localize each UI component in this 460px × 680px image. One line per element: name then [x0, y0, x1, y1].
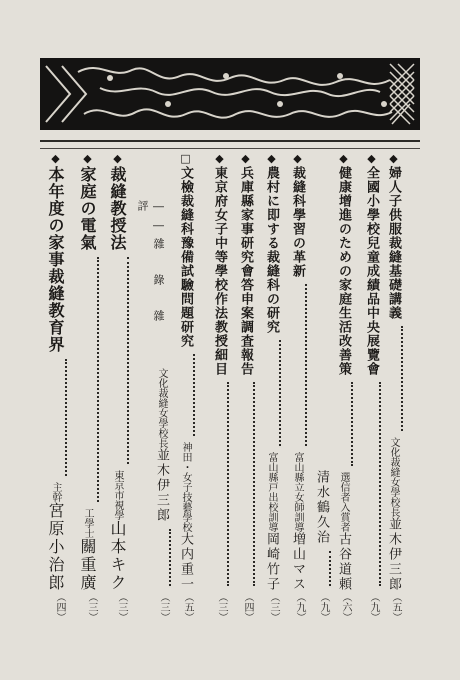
divider-rule [40, 148, 420, 149]
diamond-marker-icon: ◆ [365, 152, 378, 166]
page-number: （四） [54, 592, 65, 622]
page-number: （三） [268, 592, 279, 622]
author-name: 岡崎竹子 [264, 532, 279, 592]
diamond-marker-icon: ◆ [239, 152, 252, 166]
toc-entry [312, 470, 331, 622]
page-number: （六） [340, 592, 351, 622]
section-heading: ――雜 錄 雜 評 [136, 200, 165, 327]
entry-title: ◆家庭の電氣 [78, 152, 97, 251]
page-number: （三） [116, 592, 127, 622]
author-affiliation: 主幹 [50, 482, 61, 502]
author-name: 清水鶴久治 [314, 470, 329, 545]
author-affiliation: 文化裁縫女學校長 [388, 437, 399, 517]
page-number: （三） [158, 592, 169, 622]
toc-entry [152, 368, 171, 622]
leader-dots [379, 382, 381, 586]
leader-dots [329, 551, 331, 586]
leader-dots [351, 382, 353, 466]
author-affiliation: 神田・女子技藝學校 [180, 442, 191, 532]
entry-title: ◆婦人子供服裁縫基礎講義 [386, 152, 401, 320]
diamond-marker-icon: ◆ [337, 152, 350, 166]
entry-title: ◆本年度の家事裁縫教育界 [46, 152, 65, 353]
toc-entry [236, 152, 255, 622]
author-name: 山本キク [108, 520, 127, 592]
author-name: 古谷道頼 [336, 532, 351, 592]
page-number: （九） [318, 592, 329, 622]
leader-dots [227, 382, 229, 586]
author-affiliation: 富山縣立女師訓導 [292, 452, 303, 532]
toc-entry [288, 152, 307, 622]
diamond-marker-icon: ◆ [213, 152, 226, 166]
diamond-marker-icon: ◆ [49, 152, 62, 166]
page-number: （四） [242, 592, 253, 622]
author-affiliation: 選信者入賞者 [338, 472, 349, 532]
entry-title: ◆東京府女子中等學校作法教授細目 [212, 152, 227, 376]
top-rule [40, 140, 420, 142]
leader-dots [305, 284, 307, 446]
toc-entry [384, 152, 403, 622]
ornamental-pattern [40, 58, 420, 130]
leader-dots [97, 257, 99, 502]
author-name: 宮原小治郎 [46, 502, 65, 592]
diamond-marker-icon: ◆ [387, 152, 400, 166]
page-number: （三） [216, 592, 227, 622]
section-heading-misc [134, 200, 166, 350]
author-affiliation: 文化裁縫女學校長 [156, 368, 167, 448]
entry-title: ◆裁縫教授法 [108, 152, 127, 251]
leader-dots [401, 326, 403, 431]
entry-title: ◆裁縫科學習の革新 [290, 152, 305, 278]
entry-title: □文檢裁縫科豫備試驗問題研究 [178, 152, 193, 348]
entry-title: ◆兵庫縣家事研究會答申案調査報告 [238, 152, 253, 376]
author-name: 大内重一 [178, 532, 193, 592]
author-name: 並木伊三郎 [386, 517, 401, 592]
author-affiliation: 工學士 [82, 508, 93, 538]
page-number: （九） [294, 592, 305, 622]
leader-dots [279, 340, 281, 446]
leader-dots [169, 529, 171, 586]
page-number: （五） [182, 592, 193, 622]
leader-dots [253, 382, 255, 586]
toc-entry [362, 152, 381, 622]
diamond-marker-icon: ◆ [265, 152, 278, 166]
toc-entry [210, 152, 229, 622]
diamond-marker-icon: ◆ [111, 152, 124, 166]
leader-dots [193, 354, 195, 436]
page-number: （三） [86, 592, 97, 622]
entry-title: ◆農村に即する裁縫科の研究 [264, 152, 279, 334]
toc-entry [76, 152, 99, 622]
diamond-marker-icon: ◆ [291, 152, 304, 166]
leader-dots [65, 359, 67, 476]
entry-title: ◆健康增進のための家庭生活改善策 [336, 152, 351, 376]
square-marker-icon: □ [179, 152, 192, 166]
leader-dots [127, 257, 129, 464]
author-name: 並木伊三郎 [154, 448, 169, 523]
author-name: 關重廣 [78, 538, 97, 592]
author-affiliation: 富山縣戸出校訓導 [266, 452, 277, 532]
toc-entry [262, 152, 281, 622]
toc-entry [334, 152, 353, 622]
author-name: 増山マス [290, 532, 305, 592]
page-number: （五） [390, 592, 401, 622]
diamond-marker-icon: ◆ [81, 152, 94, 166]
toc-entry [176, 152, 195, 622]
page-number: （九） [368, 592, 379, 622]
toc-entry [44, 152, 67, 622]
decorative-header-band [40, 58, 420, 130]
toc-entry [106, 152, 129, 622]
entry-title: ◆全國小學校兒童成績品中央展覽會 [364, 152, 379, 376]
author-affiliation: 東京市視學 [112, 470, 123, 520]
